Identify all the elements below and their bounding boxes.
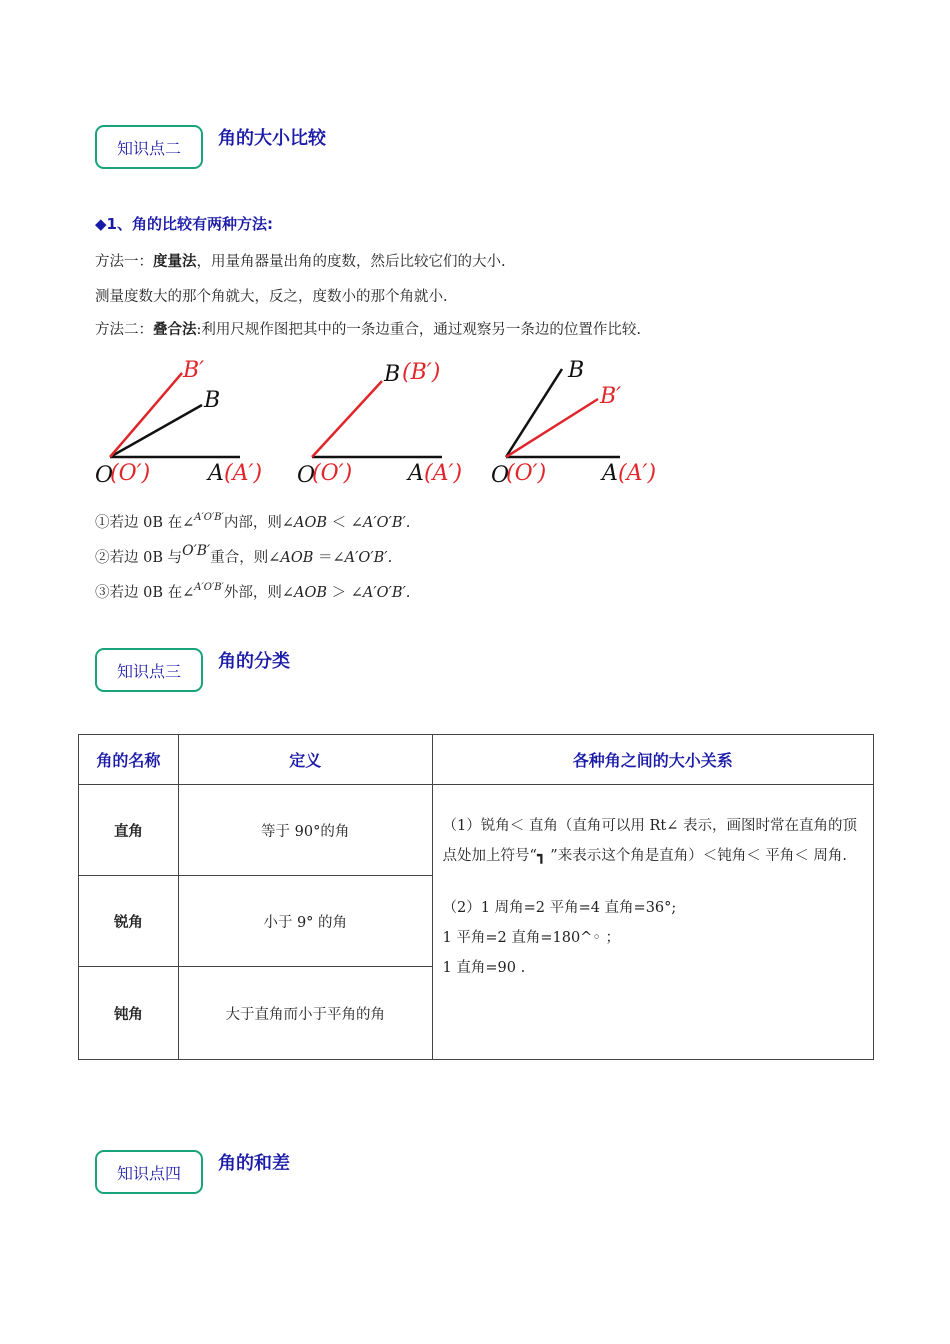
case-angle: AOB [294, 585, 328, 601]
diagram-coincide-case [297, 360, 462, 488]
row-name: 钝角 [79, 967, 179, 1060]
diagram-outside-case [491, 358, 656, 488]
label-O: O [491, 463, 510, 488]
knowledge-point-4-badge [95, 1150, 203, 1194]
label-A: A [602, 461, 618, 486]
label-B: B [204, 388, 221, 413]
method-1-name: 度量法 [153, 254, 197, 270]
label-O-prime: (O′) [506, 461, 547, 486]
case-inside [95, 511, 410, 532]
case-text: ③若边 0B 在∠ [95, 585, 195, 601]
knowledge-point-4-label: 知识点四 [116, 1163, 181, 1183]
table-row [79, 785, 874, 876]
knowledge-point-3-badge [95, 648, 203, 692]
header-relation: 各种角之间的大小关系 [432, 735, 873, 785]
row-name: 锐角 [79, 876, 179, 967]
label-B-prime: B′ [183, 358, 205, 383]
case-text: 重合，则∠ [210, 550, 281, 566]
ray-OB-coincide [312, 381, 382, 457]
label-B-prime: (B′) [402, 360, 441, 385]
knowledge-point-2-label: 知识点二 [116, 138, 181, 158]
case-angle-superscript: A′O′B′ [194, 512, 224, 523]
ray-OB-prime [506, 399, 598, 457]
case-outside [95, 581, 410, 602]
knowledge-point-2-badge [95, 125, 203, 169]
label-A: A [408, 461, 424, 486]
case-angle: A′O′B′. [362, 585, 411, 601]
label-O-prime: (O′) [110, 461, 151, 486]
method-1-text: ，用量角器量出角的度数，然后比较它们的大小. [196, 254, 506, 270]
relation-paragraph-2: （2）1 周角=2 平角=4 直角=36°; [442, 900, 677, 916]
label-B-prime: B′ [600, 384, 622, 409]
case-text: 内部，则∠ [223, 515, 294, 531]
relation-cell [432, 785, 873, 1060]
relation-paragraph-1: （1）锐角＜ 直角（直角可以用 Rt∠ 表示，画图时常在直角的顶点处加上符号“┓ ”来表示这个角是直角）＜钝角＜ 平角＜ 周角. [442, 818, 857, 864]
case-text: ①若边 0B 在∠ [95, 515, 195, 531]
relation-paragraph-3: 1 平角=2 直角=180^◦ ； [442, 930, 620, 946]
row-definition: 小于 9° 的角 [178, 876, 432, 967]
method-2-name: 叠合法 [153, 322, 197, 338]
method-2-text: :利用尺规作图把其中的一条边重合，通过观察另一条边的位置作比较. [196, 322, 641, 338]
case-angle: A′O′B′. [344, 550, 393, 566]
label-O-prime: (O′) [312, 461, 353, 486]
method-1-prefix: 方法一： [95, 254, 153, 270]
knowledge-point-3-label: 知识点三 [116, 661, 181, 681]
label-O: O [95, 463, 114, 488]
label-A-prime: (A′) [424, 461, 463, 486]
case-coincide [95, 543, 393, 567]
row-definition: 等于 90°的角 [178, 785, 432, 876]
label-O: O [297, 463, 316, 488]
label-B: B [384, 362, 401, 387]
angle-classification-table [78, 734, 874, 1060]
ray-OB [110, 405, 202, 457]
angle-comparison-diagram [90, 355, 680, 495]
label-A-prime: (A′) [224, 461, 263, 486]
diagram-inside-case [95, 358, 262, 488]
case-relation: ＜ ∠ [327, 515, 363, 531]
case-angle: A′O′B′. [362, 515, 411, 531]
case-angle: AOB [280, 550, 314, 566]
case-text: 外部，则∠ [223, 585, 294, 601]
case-angle: AOB [294, 515, 328, 531]
case-relation: ＝∠ [313, 550, 345, 566]
label-A: A [208, 461, 224, 486]
label-A-prime: (A′) [618, 461, 657, 486]
methods-heading: ◆1、角的比较有两种方法: [95, 215, 273, 233]
knowledge-point-4-title: 角的和差 [218, 1153, 290, 1174]
knowledge-point-2-title: 角的大小比较 [218, 128, 326, 149]
method-2-prefix: 方法二： [95, 322, 153, 338]
method-1-line-2: 测量度数大的那个角就大，反之，度数小的那个角就小. [95, 289, 448, 305]
method-1-line [95, 250, 506, 271]
ray-OB [506, 369, 562, 457]
case-relation: ＞ ∠ [327, 585, 363, 601]
knowledge-point-3-title: 角的分类 [218, 651, 290, 672]
relation-paragraph-4: 1 直角=90 . [442, 960, 526, 976]
case-ray-superscript: O′B′ [182, 543, 211, 559]
row-name: 直角 [79, 785, 179, 876]
label-B: B [568, 358, 585, 383]
header-definition: 定义 [178, 735, 432, 785]
row-definition: 大于直角而小于平角的角 [178, 967, 432, 1060]
header-name: 角的名称 [79, 735, 179, 785]
method-2-line [95, 318, 641, 339]
table-header-row [79, 735, 874, 785]
ray-OB-prime [110, 373, 182, 457]
case-angle-superscript: A′O′B′ [194, 582, 224, 593]
case-text: ②若边 0B 与 [95, 550, 183, 566]
